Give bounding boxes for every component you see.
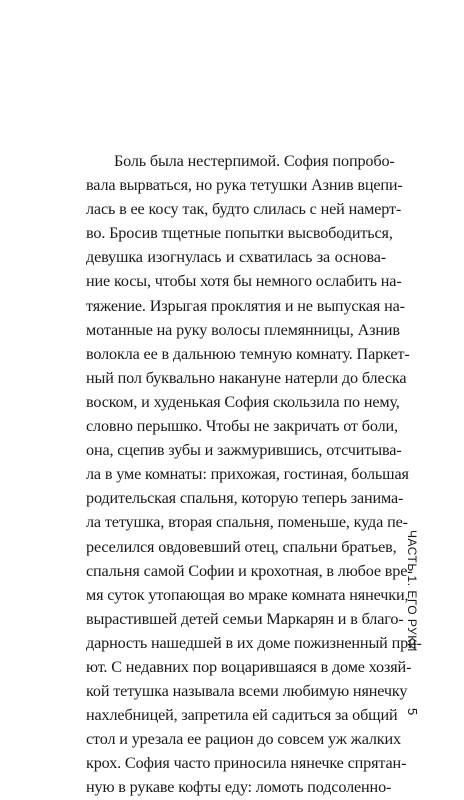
text-line: родительская спальня, которую теперь занима- (86, 489, 404, 508)
text-line: ную в рукаве кофты еду: ломоть подсоленно- (86, 778, 392, 797)
text-line: мотанные на руку волосы племянницы, Азнив (86, 320, 400, 339)
text-line: ла в уме комнаты: прихожая, гостиная, большая (86, 465, 409, 484)
text-line: девушка изогнулась и схватилась за основа- (86, 248, 386, 267)
text-line: вырастившей детей семьи Маркарян и в благо- (86, 609, 404, 628)
text-line: лась в ее косу так, будто слилась с ней намерт- (86, 200, 402, 219)
text-line: ют. С недавних пор воцарившаяся в доме хозяй- (86, 657, 412, 676)
text-line: крох. София часто приносила нянечке спрятан- (86, 754, 407, 773)
text-line: мя суток утопающая во мраке комната нянечки, (86, 585, 409, 604)
text-line: нахлебницей, запретила ей садиться за общий (86, 706, 398, 725)
text-line: словно перышко. Чтобы не закричать от боли, (86, 417, 398, 436)
text-line: ный пол буквально накануне натерли до блеска (86, 368, 407, 387)
text-line: дарность нашедшей в их доме пожизненный при- (86, 633, 422, 652)
page-number: 5 (405, 708, 420, 716)
text-line: она, сцепив зубы и зажмурившись, отсчитыва- (86, 441, 402, 460)
text-line: спальня самой Софии и крохотная, в любое вре- (86, 561, 413, 580)
text-line: тяжение. Изрыгая проклятия и не выпуская на- (86, 296, 405, 315)
text-line: волокла ее в дальнюю темную комнату. Паркет- (86, 344, 410, 363)
text-line: кой тетушка называла всеми любимую нянечку (86, 682, 408, 701)
text-line: вала вырваться, но рука тетушки Азнив вцепи- (86, 176, 403, 195)
text-line: реселился овдовевший отец, спальни братьев, (86, 537, 397, 556)
text-line: Боль была нестерпимой. София попробо- (114, 152, 395, 170)
text-line: ние косы, чтобы хотя бы немного ослабить на- (86, 272, 402, 291)
text-line: ла тетушка, вторая спальня, поменьше, куда пе- (86, 513, 408, 532)
running-head: ЧАСТЬ 1. ЕГО РУКИ (405, 530, 419, 652)
text-line: во. Бросив тщетные попытки высвободиться, (86, 224, 393, 243)
text-line: стол и урезала ее рацион до совсем уж жалких (86, 730, 401, 749)
text-line: воском, и худенькая София скользила по нему, (86, 392, 400, 411)
